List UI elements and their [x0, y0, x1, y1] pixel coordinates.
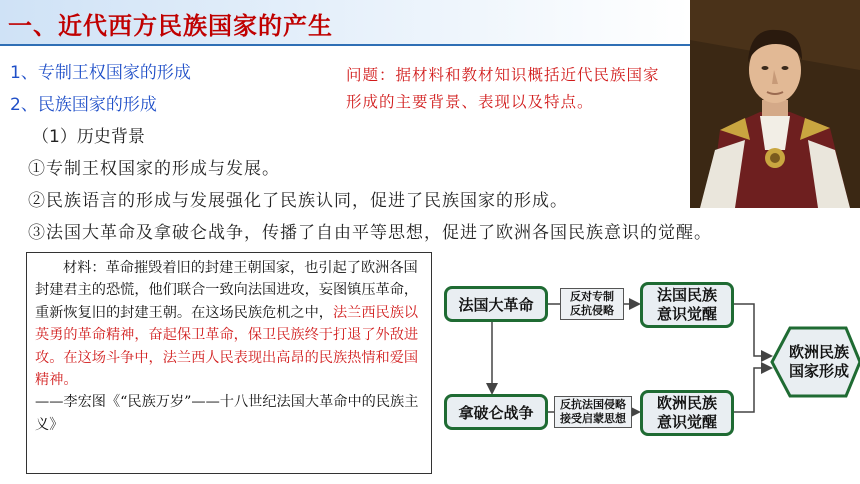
europe-awakening-line-1: 欧洲民族 [656, 394, 717, 412]
node-french-awakening [640, 282, 734, 328]
result-line-1: 欧洲民族 [788, 343, 849, 361]
title-underline [0, 44, 690, 46]
material-box [26, 252, 432, 474]
heading-nation-state: 2、民族国家的形成 [10, 95, 157, 115]
background-point-1: ①专制王权国家的形成与发展。 [28, 159, 280, 179]
label-bottom-line-2: 接受启蒙思想 [560, 412, 626, 425]
material-source: ——李宏图《“民族万岁”——十八世纪法国大革命中的民族主义》 [35, 394, 419, 433]
question-text: 问题：据材料和教材知识概括近代民族国家形成的主要背景、表现以及特点。 [346, 66, 660, 111]
flow-diagram [432, 264, 860, 464]
french-awakening-line-2: 意识觉醒 [656, 305, 717, 323]
portrait-image [690, 0, 860, 208]
background-point-2: ②民族语言的形成与发展强化了民族认同，促进了民族国家的形成。 [28, 191, 568, 211]
label-oppose-autocracy [560, 288, 624, 320]
slide-title: 一、近代西方民族国家的产生 [8, 11, 333, 40]
node-napoleonic-wars: 拿破仑战争 [444, 394, 548, 430]
label-top-line-2: 反抗侵略 [570, 304, 614, 317]
label-top-line-1: 反对专制 [570, 290, 614, 303]
heading-historical-background: （1）历史背景 [32, 127, 145, 147]
node-europe-awakening [640, 390, 734, 436]
result-line-2: 国家形成 [788, 362, 849, 380]
label-resist-france [554, 396, 632, 428]
material-highlight: 法兰西民族以英勇的革命精神，奋起保卫革命，保卫民族终于打退了外敌进攻。在这场斗争中，法兰西人民表现出高昂的民族热情和爱国精神。 [35, 304, 419, 389]
heading-absolute-monarchy: 1、专制王权国家的形成 [10, 63, 191, 83]
node-french-revolution: 法国大革命 [444, 286, 548, 322]
node-result [788, 340, 850, 384]
material-lead: 材料：革命摧毁着旧的封建王朝国家，也引起了欧洲各国封建君主的恐慌，他们联合一致向法国进攻，妄图镇压革命，重新恢复旧的封建王朝。在这场民族危机之中， [35, 260, 419, 321]
napoleon-portrait [690, 0, 860, 208]
europe-awakening-line-2: 意识觉醒 [656, 413, 717, 431]
background-point-3: ③法国大革命及拿破仑战争，传播了自由平等思想，促进了欧洲各国民族意识的觉醒。 [28, 223, 712, 243]
french-awakening-line-1: 法国民族 [656, 286, 717, 304]
label-bottom-line-1: 反抗法国侵略 [560, 398, 626, 411]
